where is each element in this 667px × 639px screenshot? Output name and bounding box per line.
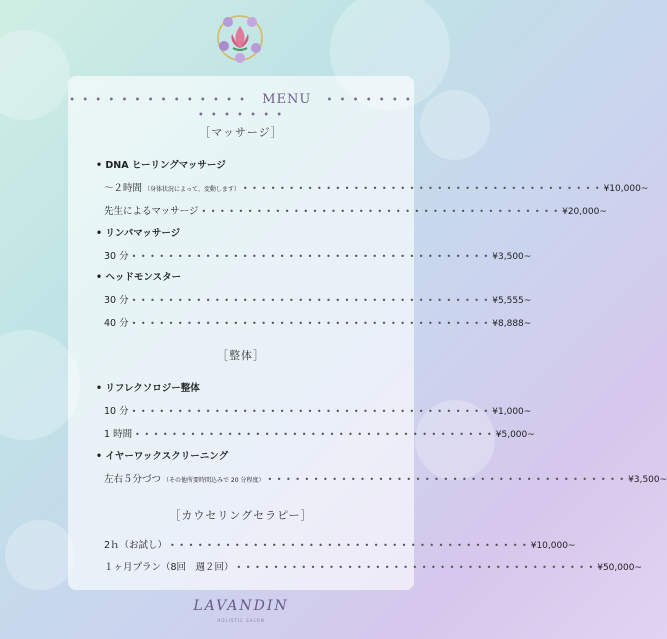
dot-leader: • • • • • • • • • • • • • • • • • • • • • • • • • • • • • • • • • • • • • • • — [242, 184, 601, 193]
item-price: ¥3,500~ — [628, 475, 667, 485]
menu-row — [104, 203, 607, 217]
item-price: ¥20,000~ — [562, 207, 607, 217]
menu-row — [104, 471, 667, 485]
menu-row — [104, 537, 576, 551]
brand-logo-text: LAVANDIN — [193, 598, 289, 614]
category-reflexology: • リフレクソロジー整体 — [96, 383, 200, 394]
item-label: 30 分 — [104, 251, 129, 262]
dot-leader: • • • • • • • • • • • • • • • • • • • • • • • • • • • • • • • • • • • • • • • — [131, 407, 490, 416]
item-label: 30 分 — [104, 295, 129, 306]
item-label: 2ｈ（お試し） — [104, 540, 168, 551]
item-note: （身体状況によって、変動します） — [144, 186, 240, 193]
item-label: １ヶ月プラン（8回 週２回） — [104, 562, 234, 573]
dot-leader: • • • • • • • • • • • • • • • • • • • • • • • • • • • • • • • • • • • • • • • — [131, 252, 490, 261]
bokeh-decoration — [5, 520, 75, 590]
item-label: 左右５分づつ — [104, 474, 162, 485]
category-lymph-massage: • リンパマッサージ — [96, 228, 181, 239]
item-price: ¥5,555~ — [492, 296, 532, 306]
item-label: 先生によるマッサージ — [104, 206, 199, 217]
section-title-seitai: ［整体］ — [217, 349, 265, 362]
category-dna-healing: • DNA ヒーリングマッサージ — [96, 160, 226, 171]
item-price: ¥50,000~ — [597, 563, 642, 573]
lotus-logo-icon — [212, 10, 268, 66]
menu-row — [104, 292, 532, 306]
item-price: ¥10,000~ — [530, 541, 576, 551]
dot-leader: • • • • • • • • • • • • • • • • • • • • • • • • • • • • • • • • • • • • • • • — [201, 207, 560, 216]
menu-row — [104, 559, 642, 573]
menu-row — [104, 248, 532, 262]
menu-heading — [68, 92, 414, 122]
heading-dots-left: • • • • • • • • • • • • • • — [69, 95, 248, 106]
category-ear-wax-cleaning: • イヤーワックスクリーニング — [96, 451, 229, 462]
item-price: ¥10,000~ — [603, 184, 649, 194]
dot-leader: • • • • • • • • • • • • • • • • • • • • • • • • • • • • • • • • • • • • • • • — [170, 541, 528, 550]
dot-leader: • • • • • • • • • • • • • • • • • • • • • • • • • • • • • • • • • • • • • • • — [131, 296, 490, 305]
dot-leader: • • • • • • • • • • • • • • • • • • • • • • • • • • • • • • • • • • • • • • • — [236, 563, 595, 572]
heading-dots-right: • • • • • • • • • • • • • • — [197, 95, 413, 121]
menu-row — [104, 403, 532, 417]
section-title-counseling: ［カウセリングセラピー］ — [169, 509, 313, 522]
item-label: 10 分 — [104, 406, 129, 417]
section-title-massage: ［マッサージ］ — [199, 126, 283, 139]
item-price: ¥8,888~ — [492, 319, 532, 329]
dot-leader: • • • • • • • • • • • • • • • • • • • • • • • • • • • • • • • • • • • • • • • — [131, 319, 490, 328]
item-label: ～２時間 — [104, 183, 143, 194]
dot-leader: • • • • • • • • • • • • • • • • • • • • • • • • • • • • • • • • • • • • • • • — [267, 475, 626, 484]
item-label: 1 時間 — [104, 429, 133, 440]
item-label: 40 分 — [104, 318, 129, 329]
item-price: ¥3,500~ — [492, 252, 532, 262]
dot-leader: • • • • • • • • • • • • • • • • • • • • • • • • • • • • • • • • • • • • • • • — [135, 430, 493, 439]
menu-row — [104, 180, 649, 194]
item-price: ¥5,000~ — [495, 430, 535, 440]
bokeh-decoration — [420, 90, 490, 160]
brand-subtitle: HOLISTIC SALON — [217, 618, 265, 623]
item-price: ¥1,000~ — [492, 407, 532, 417]
category-head-monster: • ヘッドモンスター — [96, 272, 182, 283]
page-title: MENU — [262, 92, 312, 107]
menu-row — [104, 315, 532, 329]
bokeh-decoration — [0, 30, 70, 120]
item-note: （その他所要時間込みで 20 分程度） — [163, 477, 265, 484]
menu-row — [104, 426, 535, 440]
